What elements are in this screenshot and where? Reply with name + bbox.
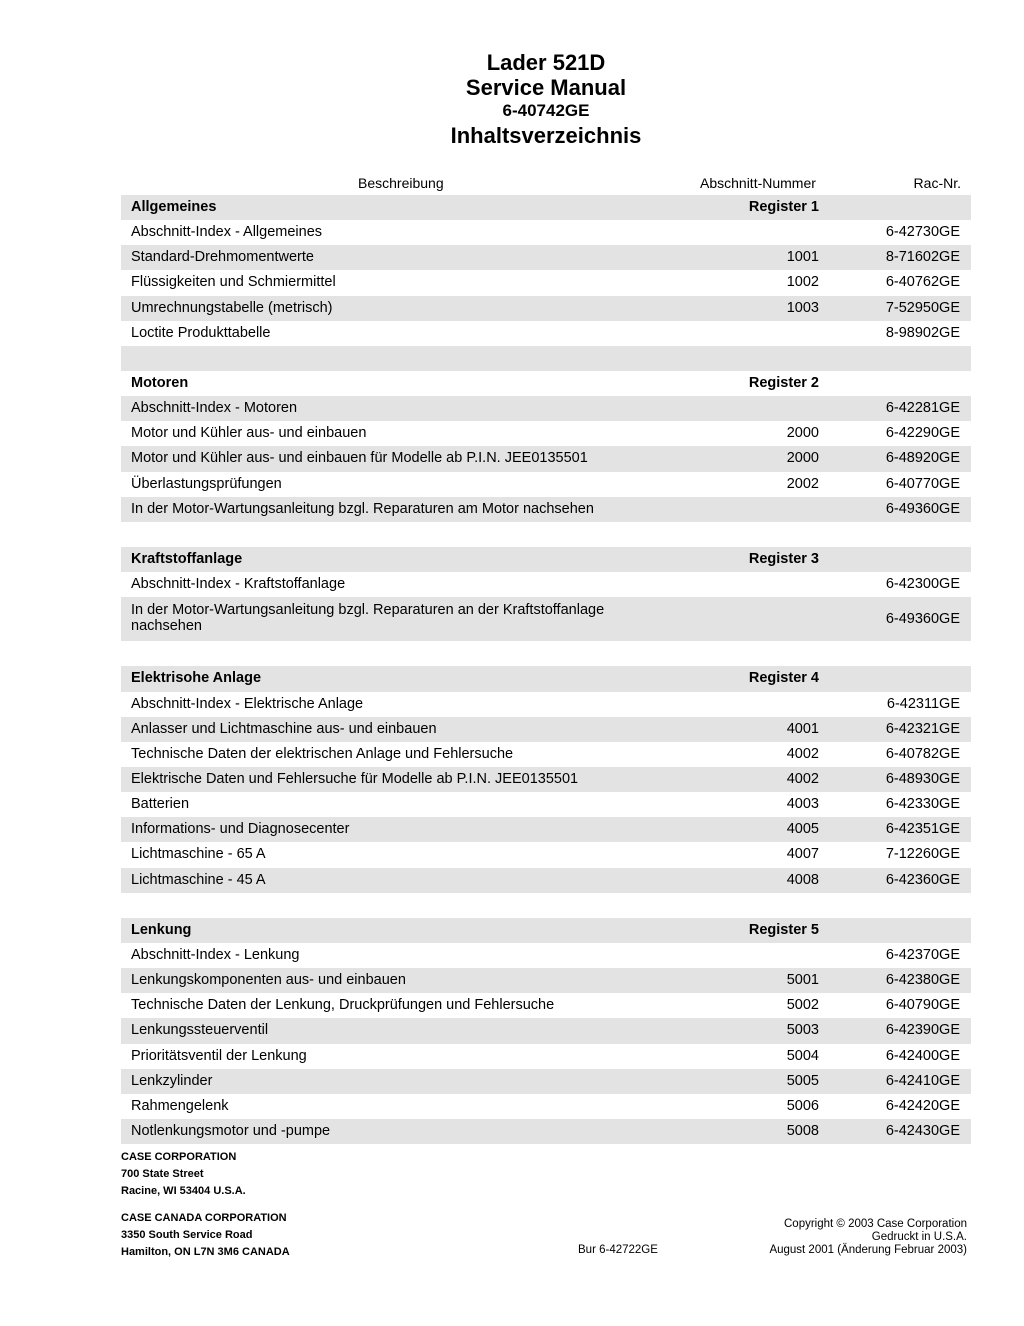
column-header-description: Beschreibung (358, 175, 444, 191)
spacer-row (121, 641, 971, 666)
table-row (121, 472, 971, 497)
table-row (121, 767, 971, 792)
row-rac-number: 6-42311GE (886, 695, 960, 712)
table-row (121, 692, 971, 717)
row-section-number: Register 4 (748, 670, 819, 687)
row-description: In der Motor-Wartungsanleitung bzgl. Reparaturen am Motor nachsehen (131, 500, 594, 517)
row-description: Abschnitt-Index - Elektrische Anlage (131, 695, 364, 712)
row-section-number: 5005 (786, 1072, 819, 1089)
address-case-corporation (121, 1149, 246, 1200)
table-row (121, 245, 971, 270)
copyright-block (769, 1218, 967, 1257)
toc-heading: Inhaltsverzeichnis (450, 123, 642, 149)
manual-number: 6-40742GE (502, 100, 590, 120)
row-rac-number: 6-49360GE (885, 611, 960, 628)
row-description: In der Motor-Wartungsanleitung bzgl. Reparaturen an der Kraftstoffanlage nachsehen (131, 602, 605, 635)
row-rac-number: 6-42360GE (885, 871, 960, 888)
row-rac-number: 6-40790GE (885, 997, 960, 1014)
row-description: Allgemeines (131, 199, 217, 215)
section-header-row (121, 195, 971, 220)
table-row (121, 497, 971, 522)
row-section-number: 2002 (786, 475, 819, 492)
table-row (121, 421, 971, 446)
table-of-contents (121, 195, 971, 1144)
row-rac-number: 6-49360GE (885, 500, 960, 517)
row-rac-number: 6-42290GE (885, 425, 960, 442)
row-section-number: 4007 (786, 846, 819, 863)
table-row (121, 792, 971, 817)
row-description: Abschnitt-Index - Allgemeines (131, 224, 323, 241)
row-description: Motor und Kühler aus- und einbauen für Modelle ab P.I.N. JEE0135501 (131, 450, 588, 467)
row-description: Lenkungssteuerventil (131, 1022, 269, 1039)
column-header-rac: Rac-Nr. (913, 175, 961, 191)
row-rac-number: 6-40770GE (885, 475, 960, 492)
table-row (121, 321, 971, 346)
row-section-number: 5001 (786, 972, 819, 989)
row-rac-number: 7-52950GE (885, 299, 960, 316)
address-case-canada (121, 1210, 290, 1261)
row-description: Lenkung (131, 921, 192, 938)
table-row (121, 1044, 971, 1069)
row-section-number: 2000 (786, 450, 819, 467)
row-rac-number: 8-71602GE (885, 249, 960, 266)
row-description: Kraftstoffanlage (131, 550, 243, 567)
row-description: Lichtmaschine - 45 A (131, 871, 266, 888)
table-row (121, 742, 971, 767)
row-rac-number: 6-42400GE (885, 1047, 960, 1064)
address-line: CASE CORPORATION (121, 1151, 237, 1163)
row-rac-number: 6-42380GE (885, 972, 960, 989)
row-description: Rahmengelenk (131, 1097, 229, 1114)
spacer-row (121, 346, 971, 371)
row-rac-number: 6-42300GE (885, 576, 960, 593)
copyright-line: Copyright © 2003 Case Corporation (784, 1218, 967, 1230)
row-description: Elektrisohe Anlage (131, 670, 262, 687)
row-rac-number: 6-42390GE (885, 1022, 960, 1039)
row-description: Umrechnungstabelle (metrisch) (131, 299, 333, 316)
row-rac-number: 6-42330GE (885, 796, 960, 813)
table-row (121, 943, 971, 968)
row-description: Abschnitt-Index - Lenkung (131, 946, 300, 963)
table-row (121, 270, 971, 295)
row-section-number: 4005 (786, 821, 819, 838)
row-rac-number: 6-42370GE (885, 946, 960, 963)
row-rac-number: 6-42351GE (885, 821, 960, 838)
row-description: Batterien (131, 796, 190, 813)
row-rac-number: 6-42321GE (885, 720, 960, 737)
row-rac-number: 6-48930GE (885, 770, 960, 787)
section-header-row (121, 666, 971, 691)
section-header-row (121, 918, 971, 943)
row-section-number: 1001 (786, 249, 819, 266)
section-header-row (121, 547, 971, 572)
row-section-number: 4008 (786, 871, 819, 888)
row-section-number: Register 2 (748, 374, 819, 391)
address-line: 700 State Street (121, 1168, 204, 1180)
address-line: Hamilton, ON L7N 3M6 CANADA (121, 1246, 290, 1258)
row-description: Technische Daten der elektrischen Anlage und Fehlersuche (131, 745, 514, 762)
document-title-block (0, 50, 1024, 148)
table-row (121, 1119, 971, 1144)
table-row (121, 817, 971, 842)
table-row (121, 220, 971, 245)
table-row (121, 446, 971, 471)
table-row (121, 597, 971, 641)
spacer-row (121, 522, 971, 547)
row-section-number: 4002 (786, 745, 819, 762)
row-description: Elektrische Daten und Fehlersuche für Modelle ab P.I.N. JEE0135501 (131, 770, 579, 787)
row-rac-number: 6-42430GE (885, 1122, 960, 1139)
row-description: Motor und Kühler aus- und einbauen (131, 425, 367, 442)
table-row (121, 1018, 971, 1043)
address-line: 3350 South Service Road (121, 1229, 253, 1241)
row-rac-number: 7-12260GE (885, 846, 960, 863)
row-description: Informations- und Diagnosecenter (131, 821, 350, 838)
table-row (121, 968, 971, 993)
section-header-row (121, 371, 971, 396)
table-row (121, 1069, 971, 1094)
date-line: August 2001 (Änderung Februar 2003) (769, 1244, 967, 1256)
address-line: Racine, WI 53404 U.S.A. (121, 1185, 246, 1197)
row-section-number: Register 3 (748, 550, 819, 567)
spacer-row (121, 893, 971, 918)
row-description: Lenkzylinder (131, 1072, 213, 1089)
table-row (121, 868, 971, 893)
row-section-number: 1003 (786, 299, 819, 316)
row-rac-number: 6-42410GE (885, 1072, 960, 1089)
row-section-number: 5006 (786, 1097, 819, 1114)
table-row (121, 572, 971, 597)
address-line: CASE CANADA CORPORATION (121, 1212, 287, 1224)
row-description: Prioritätsventil der Lenkung (131, 1047, 307, 1064)
row-description: Abschnitt-Index - Motoren (131, 400, 298, 417)
row-section-number: 4002 (786, 770, 819, 787)
row-section-number: 1002 (786, 274, 819, 291)
row-description: Überlastungsprüfungen (131, 475, 282, 492)
row-rac-number: 6-48920GE (885, 450, 960, 467)
table-row (121, 296, 971, 321)
row-description: Flüssigkeiten und Schmiermittel (131, 274, 336, 291)
row-description: Motoren (131, 374, 189, 391)
row-rac-number: 6-40782GE (885, 745, 960, 762)
row-description: Lenkungskomponenten aus- und einbauen (131, 972, 406, 989)
row-description: Lichtmaschine - 65 A (131, 846, 266, 863)
table-row (121, 1094, 971, 1119)
table-row (121, 717, 971, 742)
row-rac-number: 8-98902GE (885, 324, 960, 341)
row-section-number: 5004 (786, 1047, 819, 1064)
table-row (121, 993, 971, 1018)
column-headers (121, 173, 971, 193)
row-section-number: 5002 (786, 997, 819, 1014)
row-section-number: Register 1 (748, 199, 819, 215)
row-rac-number: 6-42420GE (885, 1097, 960, 1114)
table-row (121, 396, 971, 421)
row-rac-number: 6-42281GE (885, 400, 960, 417)
row-description: Technische Daten der Lenkung, Druckprüfungen und Fehlersuche (131, 997, 555, 1014)
printed-line: Gedruckt in U.S.A. (871, 1231, 967, 1243)
manual-title: Service Manual (465, 75, 627, 101)
row-section-number: 4003 (786, 796, 819, 813)
bur-number: Bur 6-42722GE (578, 1244, 658, 1256)
row-section-number: Register 5 (748, 921, 819, 938)
column-header-section-number: Abschnitt-Nummer (700, 175, 816, 191)
table-row (121, 842, 971, 867)
row-section-number: 5008 (786, 1122, 819, 1139)
row-section-number: 4001 (786, 720, 819, 737)
model-title: Lader 521D (486, 50, 606, 75)
row-description: Loctite Produkttabelle (131, 324, 271, 341)
row-description: Abschnitt-Index - Kraftstoffanlage (131, 576, 346, 593)
row-description: Notlenkungsmotor und -pumpe (131, 1122, 331, 1139)
row-section-number: 5003 (786, 1022, 819, 1039)
row-description: Standard-Drehmomentwerte (131, 249, 314, 266)
row-rac-number: 6-40762GE (885, 274, 960, 291)
row-section-number: 2000 (786, 425, 819, 442)
row-description: Anlasser und Lichtmaschine aus- und einbauen (131, 720, 437, 737)
row-rac-number: 6-42730GE (885, 224, 960, 241)
